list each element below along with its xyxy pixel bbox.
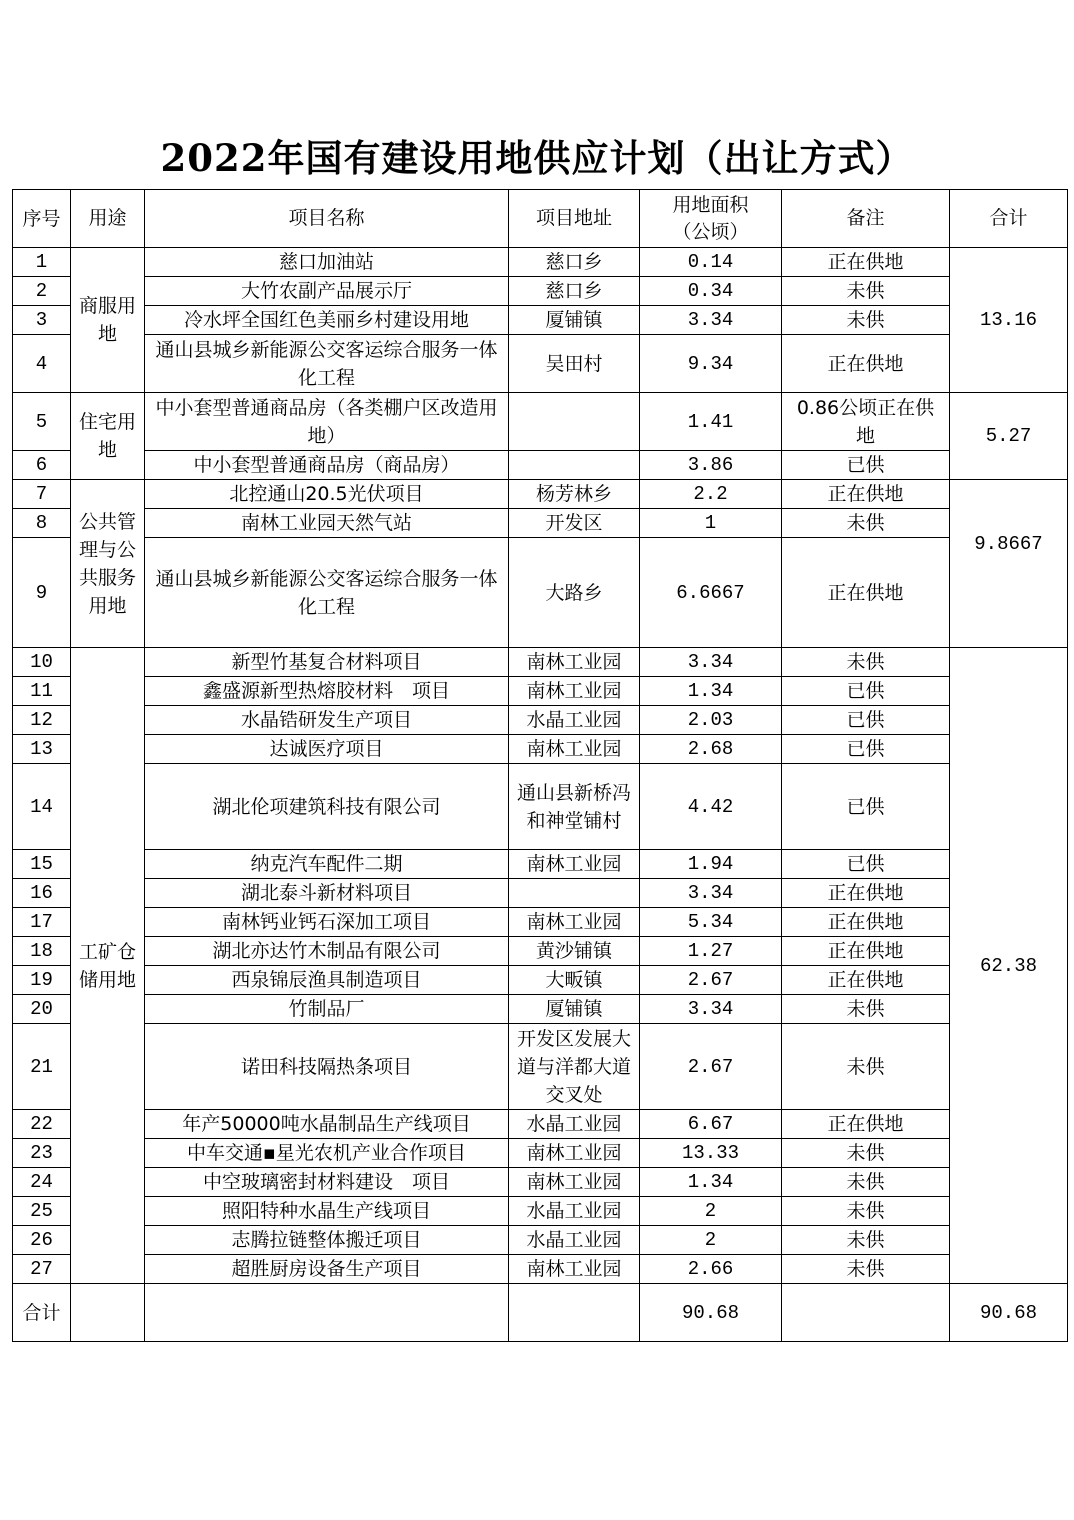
row-note: 未供 [782,1139,950,1168]
table-row [13,509,1068,538]
row-project-name: 超胜厨房设备生产项目 [145,1255,509,1284]
table-row [13,1110,1068,1139]
row-note: 未供 [782,306,950,335]
row-project-name: 大竹农副产品展示厅 [145,277,509,306]
row-address [509,451,640,480]
table-row [13,879,1068,908]
row-area: 1.94 [640,850,782,879]
row-note: 未供 [782,509,950,538]
row-area: 2.67 [640,966,782,995]
row-address: 南林工业园 [509,1255,640,1284]
row-area: 0.14 [640,248,782,277]
row-note: 已供 [782,850,950,879]
row-seq: 20 [13,995,71,1024]
table-row [13,277,1068,306]
row-area: 1 [640,509,782,538]
row-area: 3.34 [640,306,782,335]
row-area: 1.27 [640,937,782,966]
row-seq: 6 [13,451,71,480]
table-row [13,648,1068,677]
row-project-name: 照阳特种水晶生产线项目 [145,1197,509,1226]
row-seq: 10 [13,648,71,677]
row-note: 已供 [782,735,950,764]
header-note: 备注 [782,190,950,248]
header-name: 项目名称 [145,190,509,248]
total-area: 90.68 [640,1284,782,1342]
row-project-name: 中车交通▪星光农机产业合作项目 [145,1139,509,1168]
row-note: 正在供地 [782,1110,950,1139]
row-address: 开发区 [509,509,640,538]
row-group-subtotal: 62.38 [950,648,1068,1284]
row-note: 未供 [782,1024,950,1110]
row-address: 水晶工业园 [509,706,640,735]
row-project-name: 南林钙业钙石深加工项目 [145,908,509,937]
row-area: 1.34 [640,677,782,706]
header-seq: 序号 [13,190,71,248]
row-project-name: 中小套型普通商品房（商品房） [145,451,509,480]
row-project-name: 年产50000吨水晶制品生产线项目 [145,1110,509,1139]
table-row [13,1197,1068,1226]
row-note: 未供 [782,1226,950,1255]
row-address: 厦铺镇 [509,306,640,335]
row-note: 已供 [782,764,950,850]
row-seq: 14 [13,764,71,850]
row-seq: 3 [13,306,71,335]
row-area: 1.41 [640,393,782,451]
table-row [13,538,1068,648]
row-address: 南林工业园 [509,908,640,937]
table-body [13,248,1068,1284]
row-note: 正在供地 [782,908,950,937]
row-area: 2 [640,1197,782,1226]
row-seq: 24 [13,1168,71,1197]
row-group-subtotal: 13.16 [950,248,1068,393]
row-project-name: 纳克汽车配件二期 [145,850,509,879]
row-note: 未供 [782,1197,950,1226]
row-area: 2.67 [640,1024,782,1110]
row-project-name: 慈口加油站 [145,248,509,277]
row-area: 2.68 [640,735,782,764]
row-note: 0.86公顷正在供地 [782,393,950,451]
row-address: 南林工业园 [509,648,640,677]
row-seq: 21 [13,1024,71,1110]
table-row [13,248,1068,277]
total-empty-cell [782,1284,950,1342]
row-project-name: 通山县城乡新能源公交客运综合服务一体化工程 [145,538,509,648]
row-seq: 5 [13,393,71,451]
row-group-subtotal: 9.8667 [950,480,1068,648]
row-note: 未供 [782,648,950,677]
table-row [13,677,1068,706]
grand-total: 90.68 [950,1284,1068,1342]
row-note: 已供 [782,677,950,706]
table-row [13,306,1068,335]
row-area: 2 [640,1226,782,1255]
row-area: 2.03 [640,706,782,735]
row-note: 正在供地 [782,879,950,908]
row-area: 6.67 [640,1110,782,1139]
row-note: 正在供地 [782,538,950,648]
row-address: 慈口乡 [509,248,640,277]
row-address: 水晶工业园 [509,1226,640,1255]
row-seq: 12 [13,706,71,735]
row-seq: 17 [13,908,71,937]
row-area: 9.34 [640,335,782,393]
row-seq: 19 [13,966,71,995]
row-project-name: 志腾拉链整体搬迁项目 [145,1226,509,1255]
table-row [13,451,1068,480]
row-seq: 18 [13,937,71,966]
row-project-name: 中空玻璃密封材料建设 项目 [145,1168,509,1197]
row-note: 正在供地 [782,335,950,393]
row-address: 开发区发展大道与洋都大道交叉处 [509,1024,640,1110]
row-area: 4.42 [640,764,782,850]
row-use-category: 住宅用地 [71,393,145,480]
total-label: 合计 [13,1284,71,1342]
row-area: 2.2 [640,480,782,509]
table-row [13,1255,1068,1284]
table-row [13,480,1068,509]
total-row [13,1284,1068,1342]
row-seq: 2 [13,277,71,306]
row-project-name: 湖北泰斗新材料项目 [145,879,509,908]
row-project-name: 鑫盛源新型热熔胶材料 项目 [145,677,509,706]
row-address: 慈口乡 [509,277,640,306]
row-project-name: 南林工业园天然气站 [145,509,509,538]
row-project-name: 冷水坪全国红色美丽乡村建设用地 [145,306,509,335]
row-project-name: 湖北伦项建筑科技有限公司 [145,764,509,850]
header-address: 项目地址 [509,190,640,248]
row-address: 厦铺镇 [509,995,640,1024]
row-address: 南林工业园 [509,1139,640,1168]
row-group-subtotal: 5.27 [950,393,1068,480]
row-address: 大畈镇 [509,966,640,995]
row-note: 未供 [782,995,950,1024]
total-empty-cell [145,1284,509,1342]
row-seq: 4 [13,335,71,393]
row-project-name: 湖北亦达竹木制品有限公司 [145,937,509,966]
row-use-category: 商服用地 [71,248,145,393]
row-address: 黄沙铺镇 [509,937,640,966]
row-seq: 27 [13,1255,71,1284]
row-area: 2.66 [640,1255,782,1284]
row-project-name: 北控通山20.5光伏项目 [145,480,509,509]
row-address: 南林工业园 [509,735,640,764]
table-row [13,1139,1068,1168]
table-row [13,850,1068,879]
table-row [13,706,1068,735]
header-area: 用地面积（公顷） [640,190,782,248]
row-seq: 16 [13,879,71,908]
row-use-category: 公共管理与公共服务用地 [71,480,145,648]
land-supply-table [12,189,1068,1342]
total-empty-cell [509,1284,640,1342]
row-seq: 23 [13,1139,71,1168]
table-row [13,937,1068,966]
row-seq: 11 [13,677,71,706]
header-row [13,190,1068,248]
total-empty-cell [71,1284,145,1342]
row-project-name: 达诚医疗项目 [145,735,509,764]
page-title: 2022年国有建设用地供应计划（出让方式） [160,136,914,180]
row-note: 未供 [782,277,950,306]
row-area: 3.34 [640,879,782,908]
row-seq: 7 [13,480,71,509]
row-project-name: 通山县城乡新能源公交客运综合服务一体化工程 [145,335,509,393]
row-address: 杨芳林乡 [509,480,640,509]
header-total: 合计 [950,190,1068,248]
row-area: 6.6667 [640,538,782,648]
row-note: 未供 [782,1168,950,1197]
row-area: 5.34 [640,908,782,937]
row-note: 已供 [782,706,950,735]
row-address [509,393,640,451]
row-seq: 9 [13,538,71,648]
row-seq: 22 [13,1110,71,1139]
header-use: 用途 [71,190,145,248]
table-row [13,1168,1068,1197]
row-note: 已供 [782,451,950,480]
table-row [13,764,1068,850]
row-address: 水晶工业园 [509,1110,640,1139]
row-area: 3.34 [640,995,782,1024]
row-area: 3.34 [640,648,782,677]
row-note: 正在供地 [782,937,950,966]
row-address: 南林工业园 [509,850,640,879]
row-seq: 26 [13,1226,71,1255]
row-address [509,879,640,908]
row-seq: 25 [13,1197,71,1226]
row-seq: 15 [13,850,71,879]
row-address: 南林工业园 [509,677,640,706]
row-use-category: 工矿仓储用地 [71,648,145,1284]
row-project-name: 新型竹基复合材料项目 [145,648,509,677]
row-note: 未供 [782,1255,950,1284]
row-area: 13.33 [640,1139,782,1168]
row-area: 1.34 [640,1168,782,1197]
table-row [13,393,1068,451]
row-note: 正在供地 [782,248,950,277]
row-note: 正在供地 [782,480,950,509]
row-seq: 8 [13,509,71,538]
row-address: 通山县新桥冯和神堂铺村 [509,764,640,850]
row-address: 南林工业园 [509,1168,640,1197]
row-seq: 13 [13,735,71,764]
table-row [13,995,1068,1024]
table-row [13,335,1068,393]
table-row [13,908,1068,937]
row-project-name: 竹制品厂 [145,995,509,1024]
row-address: 水晶工业园 [509,1197,640,1226]
row-project-name: 诺田科技隔热条项目 [145,1024,509,1110]
row-project-name: 水晶锆研发生产项目 [145,706,509,735]
row-project-name: 中小套型普通商品房（各类棚户区改造用地） [145,393,509,451]
row-area: 3.86 [640,451,782,480]
table-row [13,1024,1068,1110]
row-seq: 1 [13,248,71,277]
row-project-name: 西泉锦辰渔具制造项目 [145,966,509,995]
row-area: 0.34 [640,277,782,306]
row-note: 正在供地 [782,966,950,995]
table-row [13,1226,1068,1255]
table-row [13,735,1068,764]
row-address: 大路乡 [509,538,640,648]
row-address: 吴田村 [509,335,640,393]
table-row [13,966,1068,995]
